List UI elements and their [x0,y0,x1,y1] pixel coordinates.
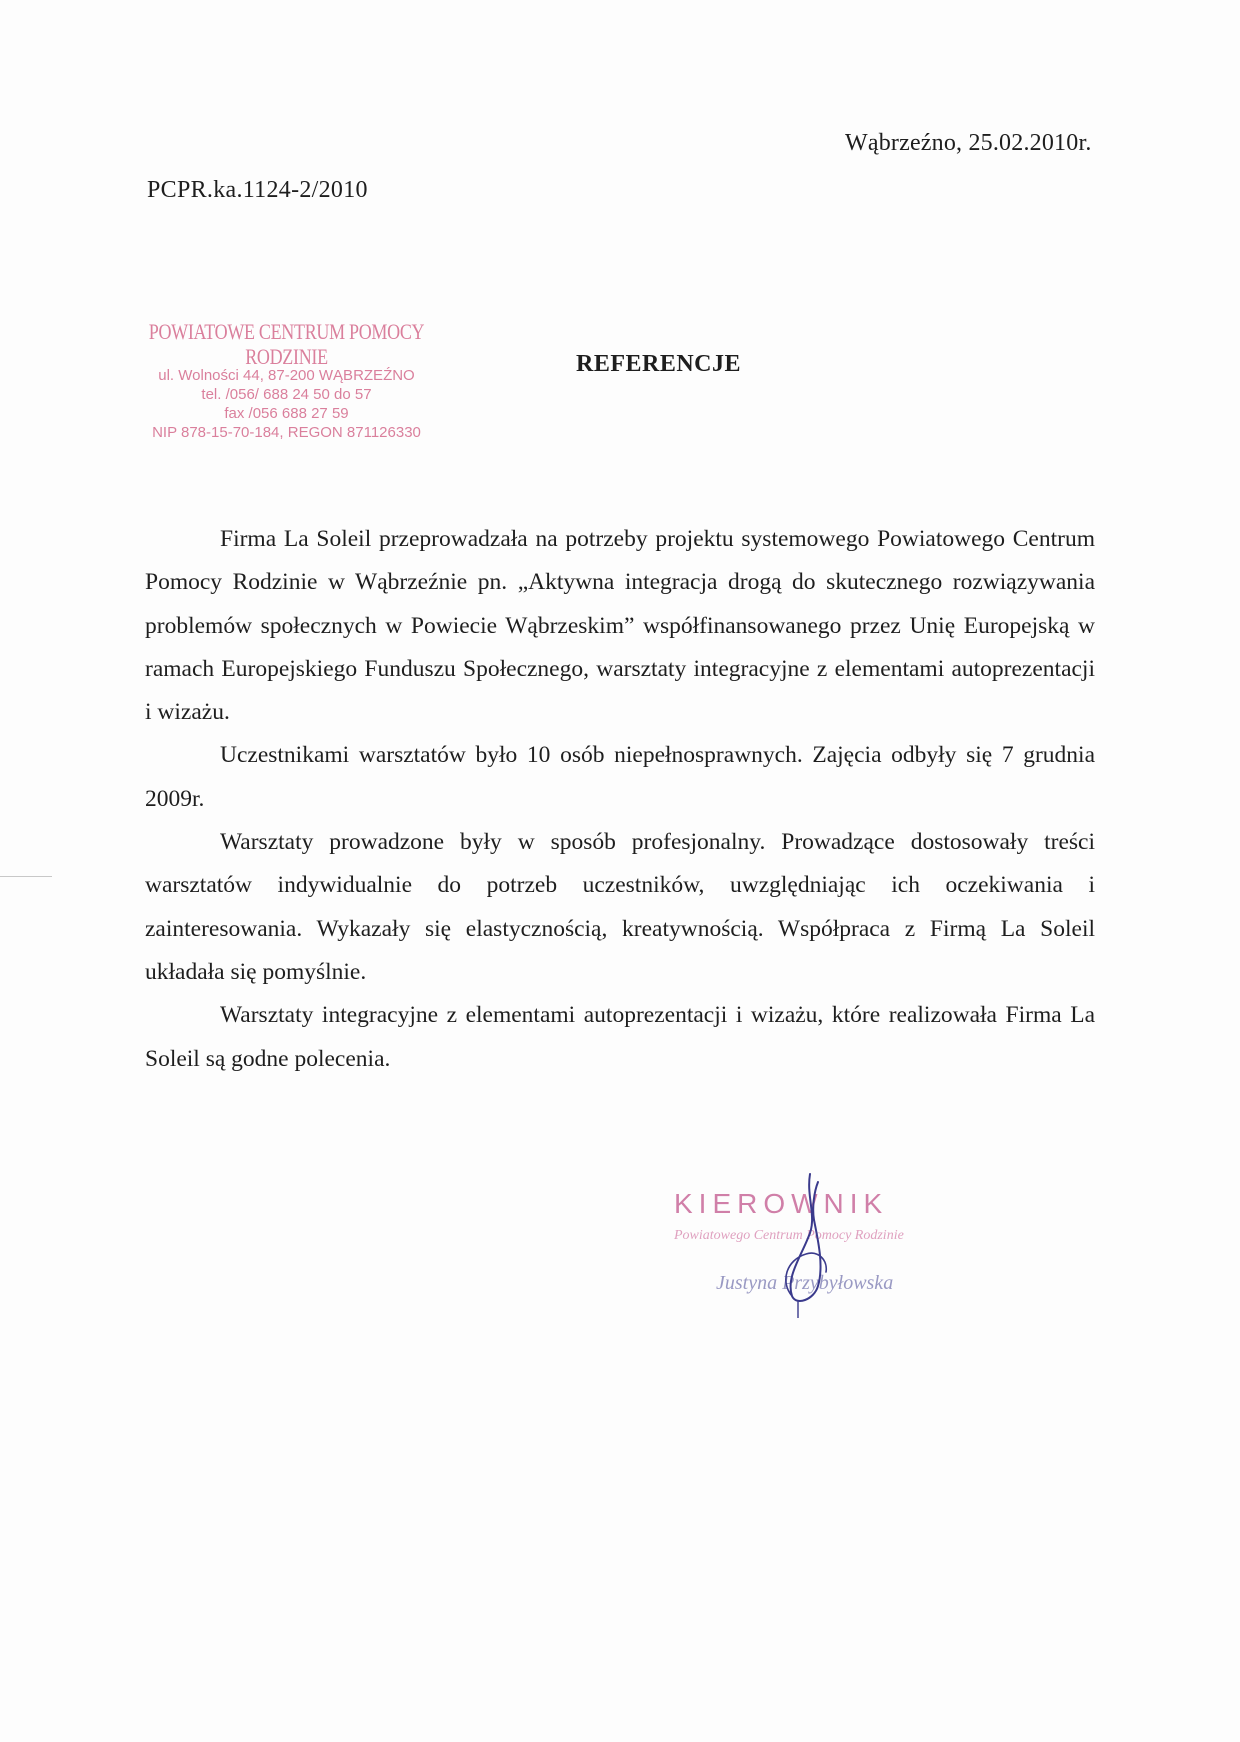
letter-heading: REFERENCJE [576,351,742,377]
body-paragraph: Warsztaty integracyjne z elementami autoprezentacji i wizażu, które realizowała Firma La Soleil są godne polecenia. [145,1002,1095,1072]
signature-block [668,1168,968,1318]
stamp-phone: tel. /056/ 688 24 50 do 57 [201,386,372,403]
reference-number: PCPR.ka.1124-2/2010 [147,177,368,203]
letter-date: Wąbrzeźno, 25.02.2010r. [845,130,1092,156]
stamp-title: POWIATOWE CENTRUM POMOCY RODZINIE [148,319,425,369]
stamp-fax: fax /056 688 27 59 [224,405,349,422]
scan-edge-line [0,876,52,877]
letter-body [145,518,1095,1081]
signature-name: Justyna Przybyłowska [716,1272,894,1294]
signature-title: KIEROWNIK [674,1188,889,1219]
stamp-ids: NIP 878-15-70-184, REGON 871126330 [152,424,421,441]
body-paragraph: Uczestnikami warsztatów było 10 osób niepełnosprawnych. Zajęcia odbyły się 7 grudnia 2009r. [145,742,1095,812]
stamp-address: ul. Wolności 44, 87-200 WĄBRZEŹNO [158,367,415,384]
institution-stamp [114,319,459,442]
body-paragraph: Firma La Soleil przeprowadzała na potrzeby projektu systemowego Powiatowego Centrum Pomocy Rodzinie w Wąbrzeźnie pn. „Aktywna integracja drogą do skutecznego rozwiązywania problemów społecznych w Powiecie Wąbrzeskim” współfinansowanego przez Unię Europejską w ramach Europejskiego Funduszu Społecznego, warsztaty integracyjne z elementami autoprezentacji i wizażu. [145,526,1095,726]
signature-organization: Powiatowego Centrum Pomocy Rodzinie [674,1228,904,1243]
body-paragraph: Warsztaty prowadzone były w sposób profesjonalny. Prowadzące dostosowały treści warsztatów indywidualnie do potrzeb uczestników, uwzględniając ich oczekiwania i zainteresowania. Wykazały się elastycznością, kreatywnością. Współpraca z Firmą La Soleil układała się pomyślnie. [145,829,1095,985]
handwritten-signature-icon [668,1168,968,1318]
